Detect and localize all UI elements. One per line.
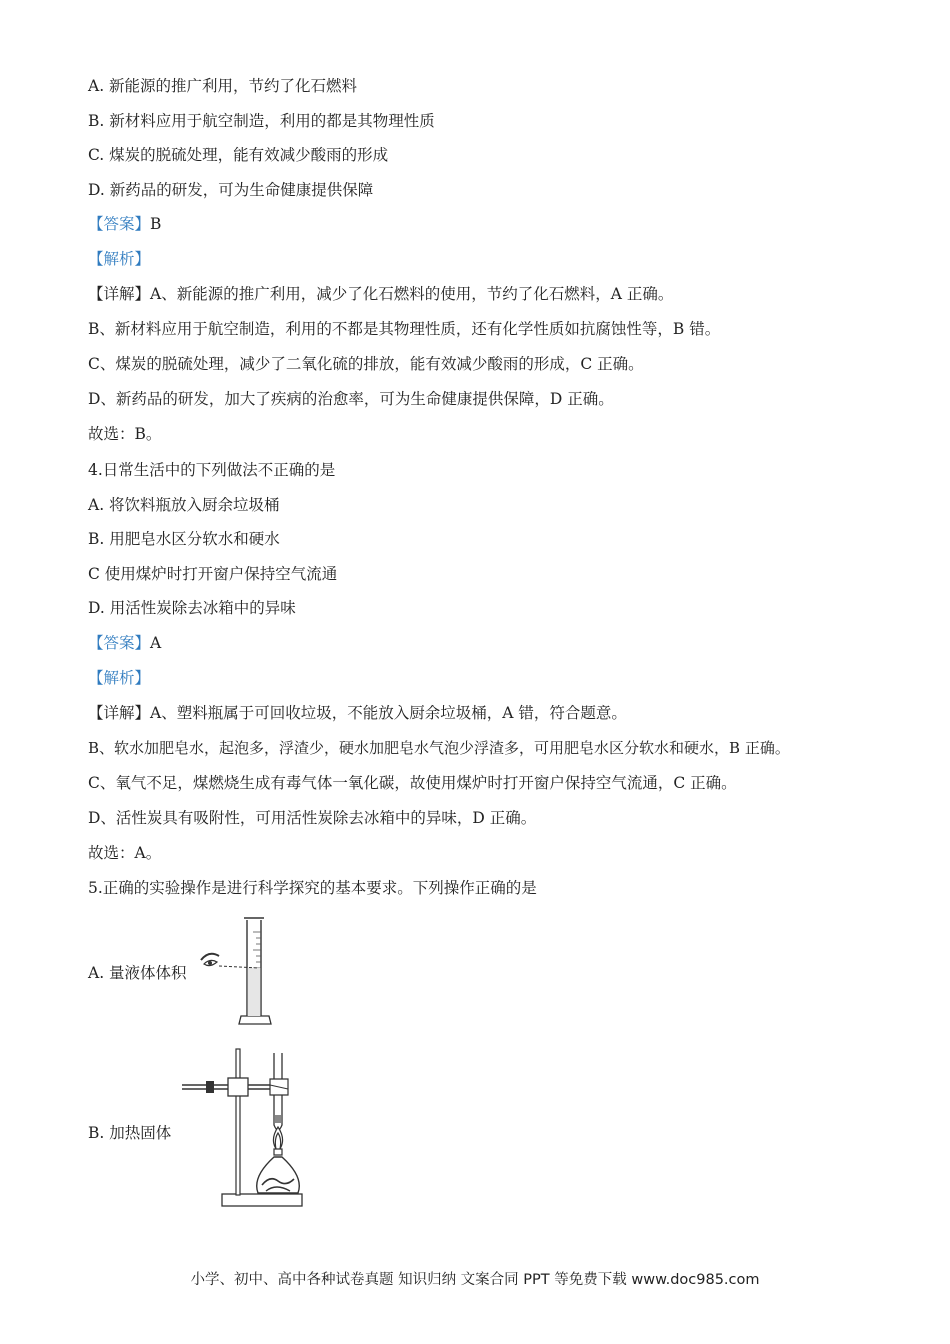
q3-option-a: A. 新能源的推广利用，节约了化石燃料: [88, 77, 358, 95]
q3-option-c: C. 煤炭的脱硫处理，能有效减少酸雨的形成: [88, 146, 389, 164]
q4-detail-a: [88, 703, 627, 723]
q3-detail-c: C、煤炭的脱硫处理，减少了二氧化硫的排放，能有效减少酸雨的形成，C 正确。: [88, 355, 644, 373]
answer-tag: 【答案】: [88, 215, 151, 233]
q4-detail-c: C、氧气不足，煤燃烧生成有毒气体一氧化碳，故使用煤炉时打开窗户保持空气流通，C 正确。: [88, 774, 737, 792]
q3-choice: 故选：B。: [88, 425, 162, 443]
heating-solid-figure: [178, 1045, 318, 1213]
q4-option-d: D. 用活性炭除去冰箱中的异味: [88, 599, 296, 617]
q5-stem: 5.正确的实验操作是进行科学探究的基本要求。下列操作正确的是: [88, 879, 537, 897]
q4-answer: [88, 633, 161, 653]
q4-stem: 4.日常生活中的下列做法不正确的是: [88, 461, 336, 479]
detail-text: A、塑料瓶属于可回收垃圾，不能放入厨余垃圾桶，A 错，符合题意。: [150, 704, 627, 722]
q5-option-b: B. 加热固体: [88, 1124, 172, 1142]
answer-value: A: [150, 634, 162, 652]
q4-option-b: B. 用肥皂水区分软水和硬水: [88, 530, 280, 548]
detail-tag: 【详解】: [88, 704, 151, 722]
answer-value: B: [150, 215, 162, 233]
detail-text: A、新能源的推广利用，减少了化石燃料的使用，节约了化石燃料，A 正确。: [150, 285, 674, 303]
q3-option-b: B. 新材料应用于航空制造，利用的都是其物理性质: [88, 112, 435, 130]
page-footer: 小学、初中、高中各种试卷真题 知识归纳 文案合同 PPT 等免费下载 www.doc985.com: [190, 1272, 760, 1288]
q3-detail-b: B、新材料应用于航空制造，利用的不都是其物理性质，还有化学性质如抗腐蚀性等，B 错。: [88, 320, 721, 338]
graduated-cylinder-figure: [195, 912, 295, 1030]
q4-option-a: A. 将饮料瓶放入厨余垃圾桶: [88, 496, 280, 514]
q4-detail-d: D、活性炭具有吸附性，可用活性炭除去冰箱中的异味，D 正确。: [88, 809, 537, 827]
q4-analysis-tag: 【解析】: [88, 669, 151, 687]
q4-option-c: C 使用煤炉时打开窗户保持空气流通: [88, 565, 338, 583]
q4-detail-b: B、软水加肥皂水，起泡多，浮渣少，硬水加肥皂水气泡少浮渣多，可用肥皂水区分软水和硬水，B 正确。: [88, 739, 790, 757]
q3-detail-a: [88, 284, 673, 304]
detail-tag: 【详解】: [88, 285, 151, 303]
answer-tag: 【答案】: [88, 634, 151, 652]
q3-answer: [88, 214, 161, 234]
q5-option-a: A. 量液体体积: [88, 964, 187, 982]
q3-analysis-tag: 【解析】: [88, 250, 151, 268]
q3-detail-d: D、新药品的研发，加大了疾病的治愈率，可为生命健康提供保障，D 正确。: [88, 390, 614, 408]
q3-option-d: D. 新药品的研发，可为生命健康提供保障: [88, 181, 374, 199]
q4-choice: 故选：A。: [88, 844, 162, 862]
